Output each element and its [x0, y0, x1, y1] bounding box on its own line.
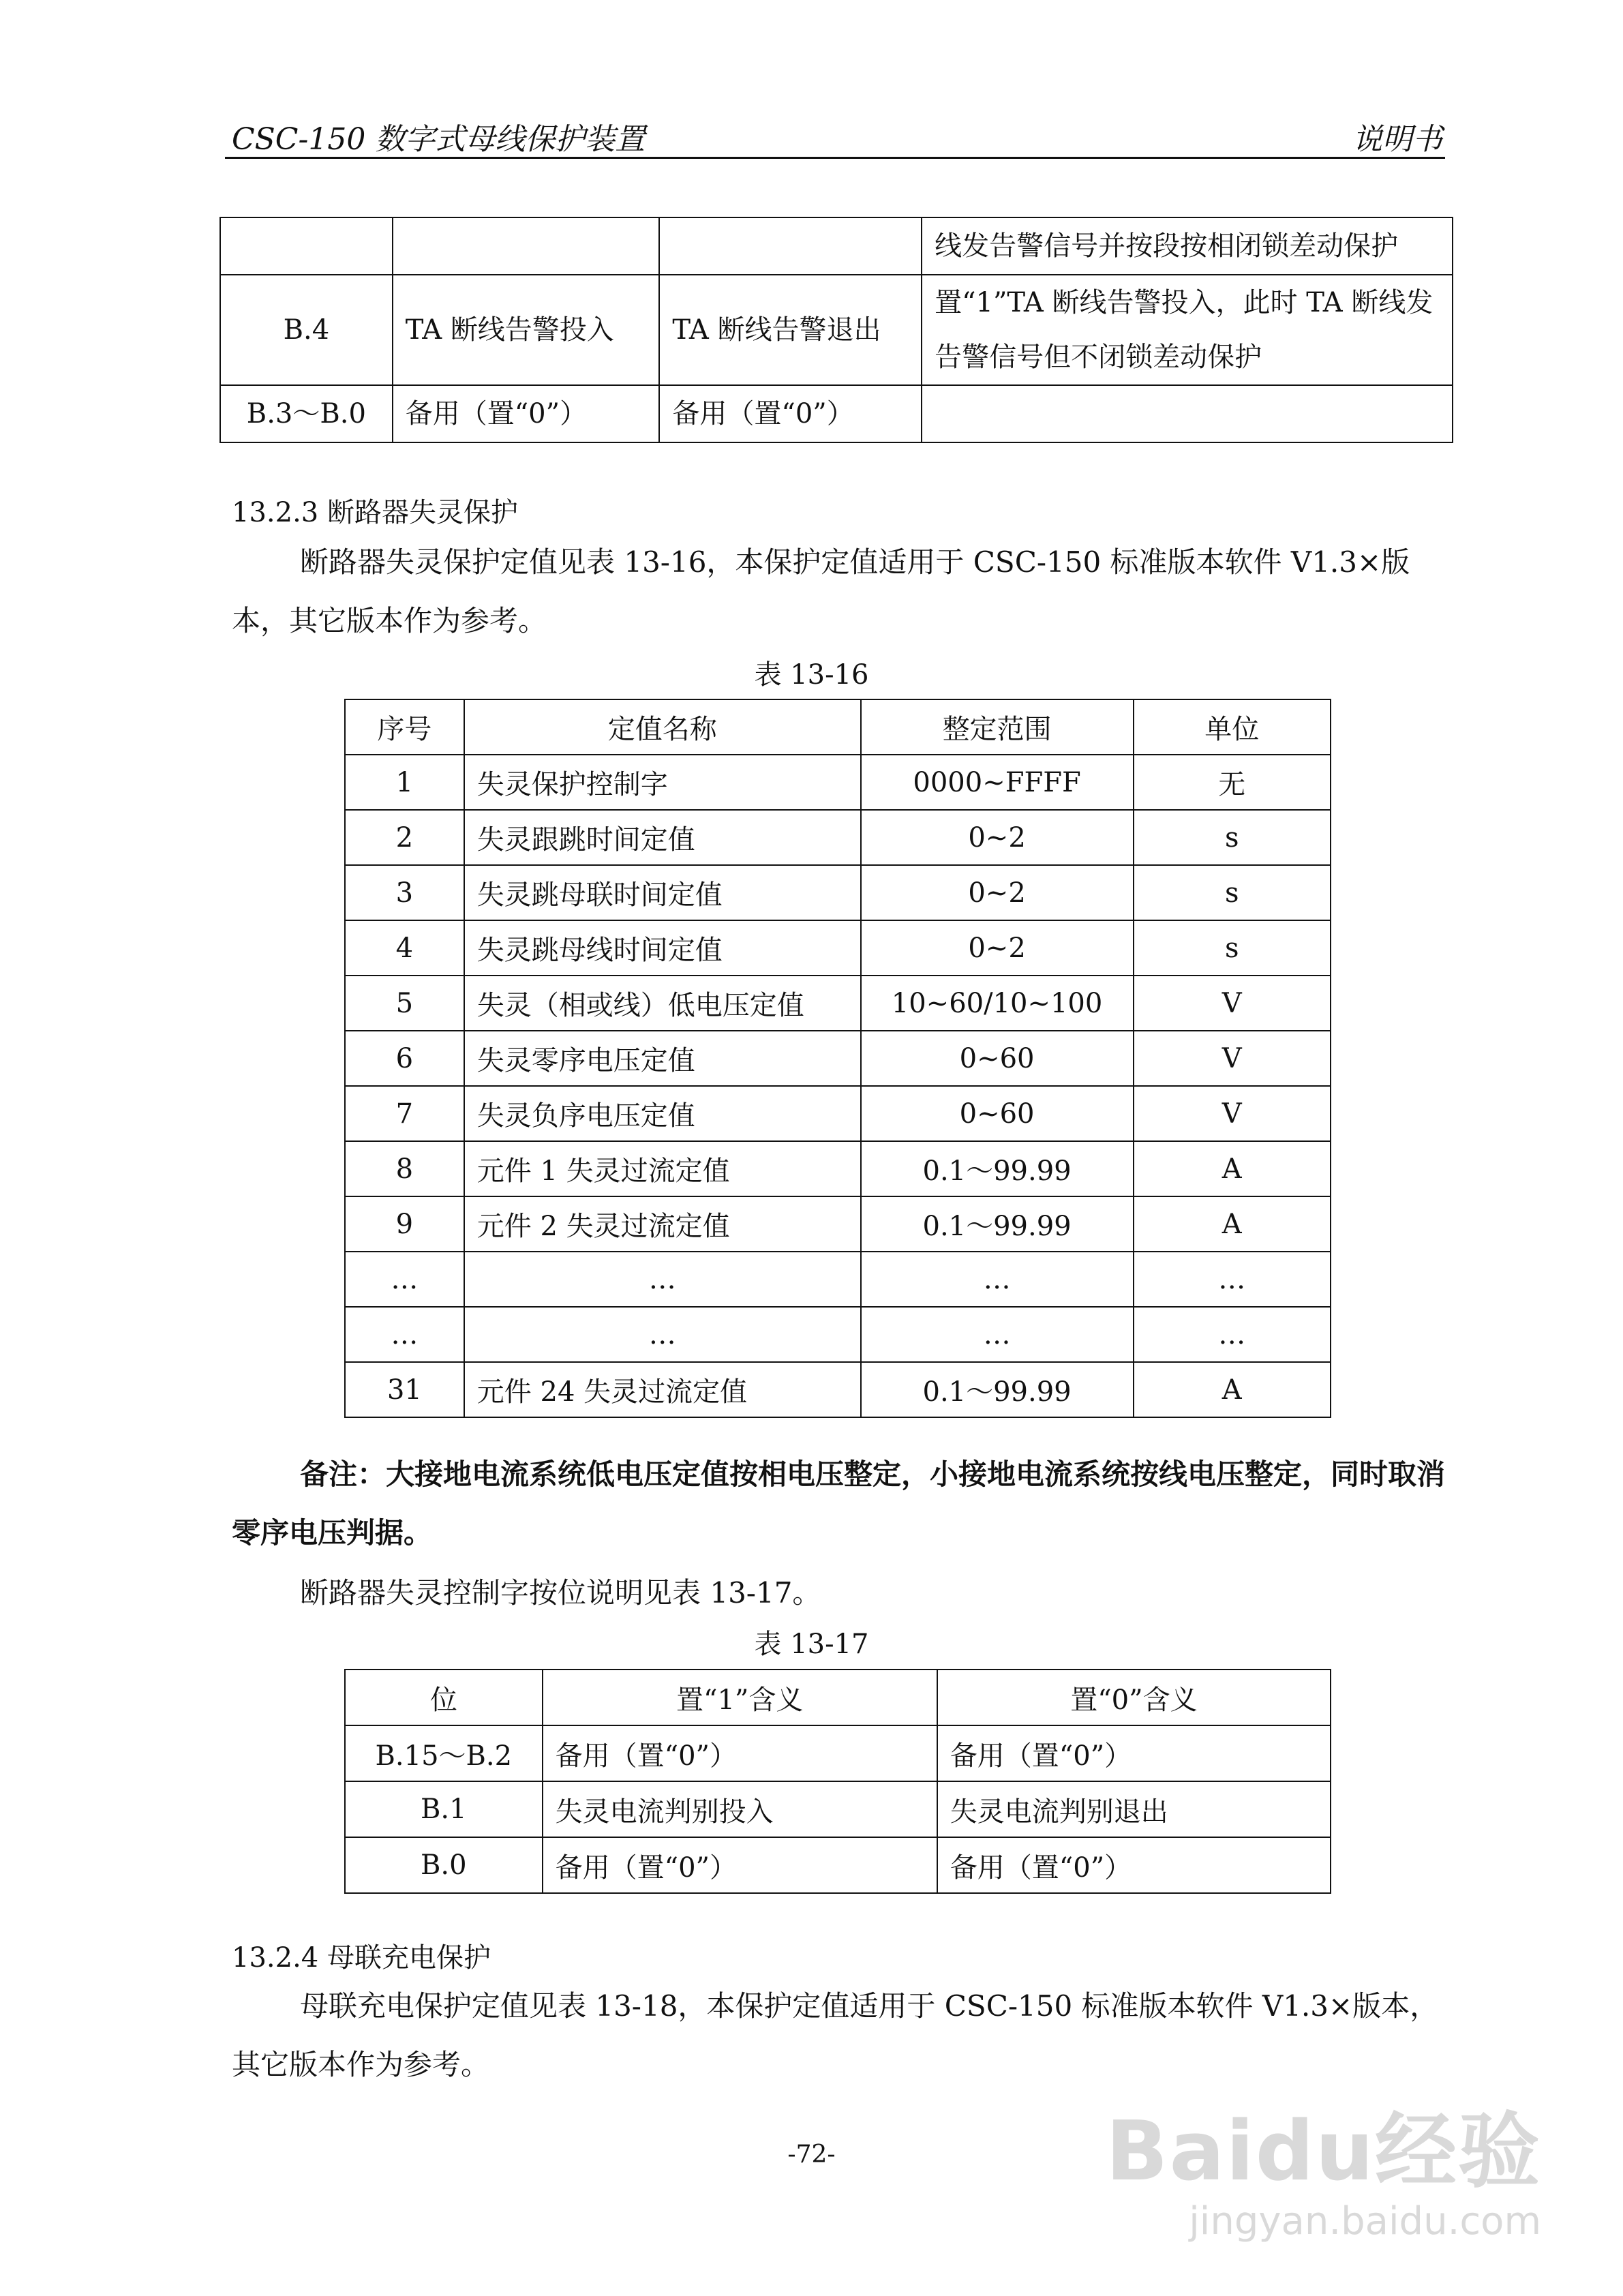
set1-cell: 备用（置“0”）	[543, 1725, 937, 1781]
index-cell: 1	[345, 755, 464, 810]
watermark-url: jingyan.baidu.com	[1189, 2199, 1541, 2244]
table-row	[220, 275, 1453, 385]
page-number: -72-	[787, 2141, 836, 2169]
range-cell: 0.1～99.99	[861, 1196, 1134, 1252]
index-cell: 6	[345, 1031, 464, 1086]
range-cell: 0~2	[861, 865, 1134, 920]
table-row	[220, 217, 1453, 275]
section-heading-13-2-4: 13.2.4 母联充电保护	[232, 1942, 491, 1974]
index-cell: 31	[345, 1362, 464, 1417]
unit-cell: s	[1134, 865, 1331, 920]
unit-cell: V	[1134, 1031, 1331, 1086]
desc-cell: 线发告警信号并按段按相闭锁差动保护	[922, 217, 1453, 275]
watermark	[1106, 2086, 1541, 2244]
unit-cell: A	[1134, 1141, 1331, 1196]
set1-cell: 备用（置“0”）	[543, 1837, 937, 1893]
table-row	[220, 385, 1453, 442]
section-heading-13-2-3: 13.2.3 断路器失灵保护	[232, 497, 518, 528]
table-header-row	[345, 1670, 1331, 1725]
range-cell: …	[861, 1307, 1134, 1362]
range-cell: …	[861, 1252, 1134, 1307]
name-cell: 失灵跳母线时间定值	[464, 920, 861, 976]
range-cell: 0~60	[861, 1086, 1134, 1141]
name-cell: 失灵跟跳时间定值	[464, 810, 861, 865]
index-cell: 9	[345, 1196, 464, 1252]
unit-cell: s	[1134, 810, 1331, 865]
table-row	[345, 1837, 1331, 1893]
index-cell: 5	[345, 976, 464, 1031]
unit-cell: A	[1134, 1362, 1331, 1417]
column-header: 置“0”含义	[937, 1670, 1331, 1725]
column-header: 整定范围	[861, 699, 1134, 755]
table-row	[345, 755, 1331, 810]
unit-cell: …	[1134, 1252, 1331, 1307]
table-row	[345, 1196, 1331, 1252]
set0-cell: 备用（置“0”）	[937, 1837, 1331, 1893]
name-cell: 失灵（相或线）低电压定值	[464, 976, 861, 1031]
column-header: 位	[345, 1670, 543, 1725]
table-row	[345, 865, 1331, 920]
table-header-row	[345, 699, 1331, 755]
table-13-16	[344, 699, 1331, 1418]
section-13-2-4-paragraph: 母联充电保护定值见表 13-18，本保护定值适用于 CSC-150 标准版本软件 V1.3×版本，其它版本作为参考。	[232, 1989, 1439, 2081]
desc-cell	[922, 385, 1453, 442]
bit-cell: B.3～B.0	[220, 385, 393, 442]
table-row	[345, 1252, 1331, 1307]
set0-cell	[659, 217, 922, 275]
bit-cell: B.0	[345, 1837, 543, 1893]
column-header: 序号	[345, 699, 464, 755]
name-cell: …	[464, 1252, 861, 1307]
name-cell: 失灵零序电压定值	[464, 1031, 861, 1086]
unit-cell: s	[1134, 920, 1331, 976]
name-cell: 失灵保护控制字	[464, 755, 861, 810]
desc-cell: 置“1”TA 断线告警投入，此时 TA 断线发告警信号但不闭锁差动保护	[922, 275, 1453, 385]
index-cell: …	[345, 1307, 464, 1362]
range-cell: 0.1～99.99	[861, 1362, 1134, 1417]
table-row	[345, 920, 1331, 976]
control-word-table-continued	[219, 217, 1453, 443]
range-cell: 0~60	[861, 1031, 1134, 1086]
set1-cell: 失灵电流判别投入	[543, 1781, 937, 1837]
index-cell: 3	[345, 865, 464, 920]
bit-cell: B.15～B.2	[345, 1725, 543, 1781]
bit-cell: B.1	[345, 1781, 543, 1837]
range-cell: 0~2	[861, 810, 1134, 865]
table-row	[345, 1725, 1331, 1781]
table-13-17-caption: 表 13-17	[754, 1629, 869, 1660]
unit-cell: …	[1134, 1307, 1331, 1362]
name-cell: …	[464, 1307, 861, 1362]
set1-cell: TA 断线告警投入	[393, 275, 660, 385]
range-cell: 10~60/10~100	[861, 976, 1134, 1031]
bit-cell	[220, 217, 393, 275]
set0-cell: 失灵电流判别退出	[937, 1781, 1331, 1837]
index-cell: 7	[345, 1086, 464, 1141]
table-row	[345, 810, 1331, 865]
name-cell: 失灵负序电压定值	[464, 1086, 861, 1141]
name-cell: 元件 24 失灵过流定值	[464, 1362, 861, 1417]
bit-cell: B.4	[220, 275, 393, 385]
index-cell: 4	[345, 920, 464, 976]
name-cell: 失灵跳母联时间定值	[464, 865, 861, 920]
set1-cell	[393, 217, 660, 275]
table-13-16-note: 备注：大接地电流系统低电压定值按相电压整定，小接地电流系统按线电压整定，同时取消零序电压判据。	[232, 1457, 1446, 1550]
table-row	[345, 1362, 1331, 1417]
index-cell: 2	[345, 810, 464, 865]
table-row	[345, 1781, 1331, 1837]
table-row	[345, 1141, 1331, 1196]
set0-cell: TA 断线告警退出	[659, 275, 922, 385]
name-cell: 元件 2 失灵过流定值	[464, 1196, 861, 1252]
set0-cell: 备用（置“0”）	[937, 1725, 1331, 1781]
header-manual-label: 说明书	[1352, 122, 1442, 157]
column-header: 置“1”含义	[543, 1670, 937, 1725]
name-cell: 元件 1 失灵过流定值	[464, 1141, 861, 1196]
table-row	[345, 1031, 1331, 1086]
table-row	[345, 1086, 1331, 1141]
unit-cell: 无	[1134, 755, 1331, 810]
table-13-17	[344, 1669, 1331, 1894]
range-cell: 0~2	[861, 920, 1134, 976]
watermark-logo: Baidu经验	[1106, 2104, 1541, 2199]
header-document-title: CSC-150 数字式母线保护装置	[232, 122, 646, 157]
table-13-16-caption: 表 13-16	[754, 659, 869, 691]
index-cell: 8	[345, 1141, 464, 1196]
table-13-17-intro: 断路器失灵控制字按位说明见表 13-17。	[300, 1576, 821, 1610]
unit-cell: V	[1134, 976, 1331, 1031]
set0-cell: 备用（置“0”）	[659, 385, 922, 442]
range-cell: 0000~FFFF	[861, 755, 1134, 810]
table-row	[345, 1307, 1331, 1362]
column-header: 单位	[1134, 699, 1331, 755]
table-row	[345, 976, 1331, 1031]
range-cell: 0.1～99.99	[861, 1141, 1134, 1196]
section-13-2-3-paragraph: 断路器失灵保护定值见表 13-16，本保护定值适用于 CSC-150 标准版本软件 V1.3×版本，其它版本作为参考。	[232, 545, 1410, 637]
unit-cell: A	[1134, 1196, 1331, 1252]
unit-cell: V	[1134, 1086, 1331, 1141]
index-cell: …	[345, 1252, 464, 1307]
header-divider	[225, 157, 1445, 159]
column-header: 定值名称	[464, 699, 861, 755]
set1-cell: 备用（置“0”）	[393, 385, 660, 442]
